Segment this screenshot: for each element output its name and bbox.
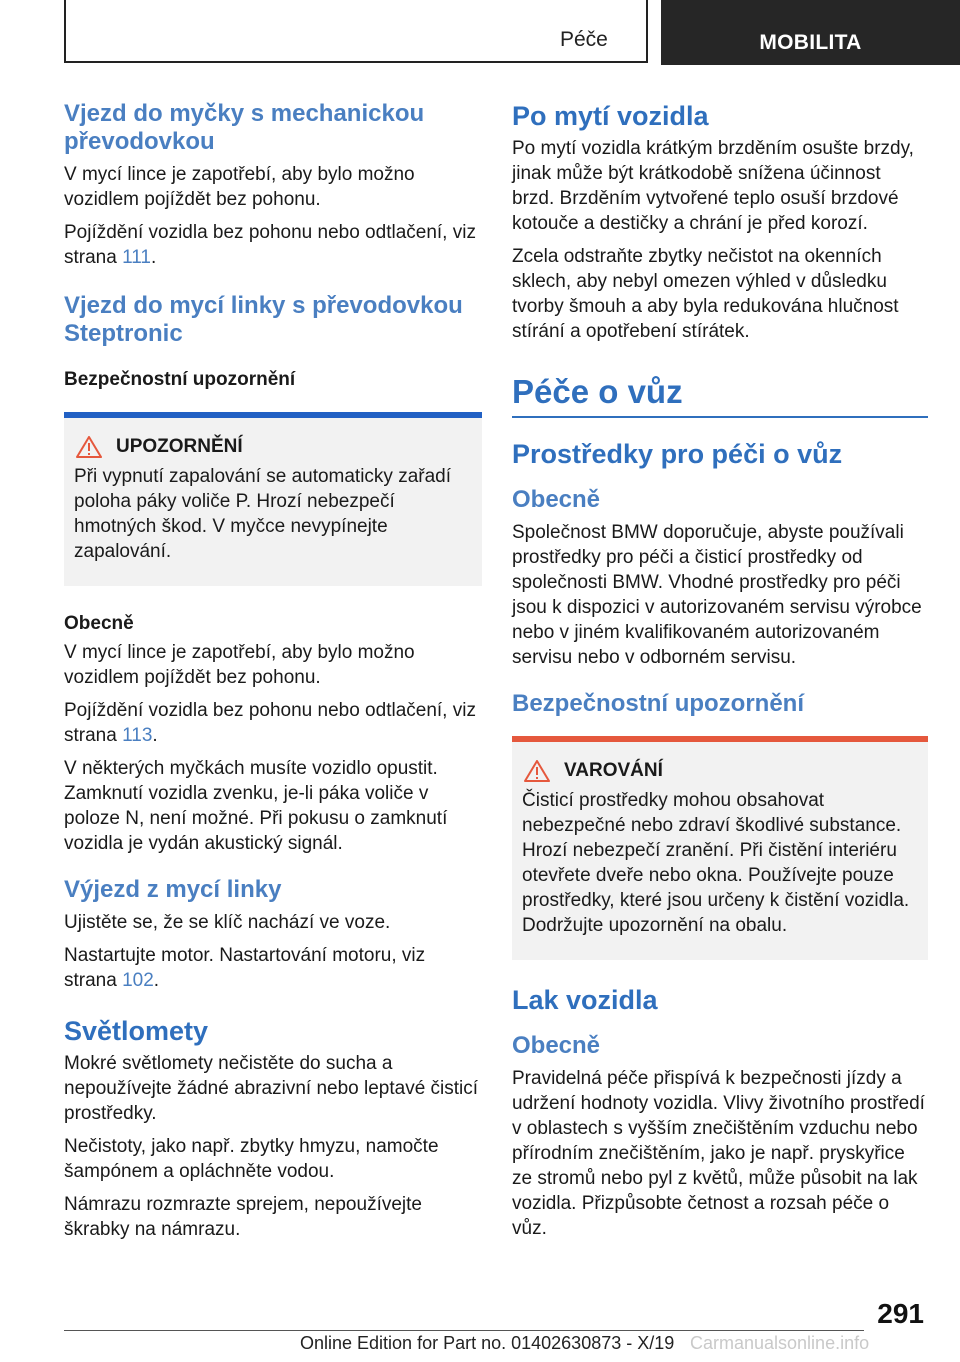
section-title: Prostředky pro péči o vůz xyxy=(512,439,843,469)
paragraph: Námrazu rozmrazte sprejem, nepoužívejte škrabky na námrazu. xyxy=(64,1194,422,1240)
right-column xyxy=(512,100,928,1249)
paragraph: Pravidelná péče přispívá k bezpečnosti jízdy a udržení hodnoty vozidla. Vlivy životního prostředí v oblastech s vyšším znečištěním vzduchu nebo přírodním znečištěním, jako je např. pryskyřice ze stromů nebo pyl z květů, může působit na lak vozidla. Přizpůsobte četnost a rozsah péče o vůz. xyxy=(512,1068,925,1239)
paragraph: Pojíždění vozidla bez pohonu nebo odtlačení, viz strana 111. xyxy=(64,222,476,268)
subsection-title: Obecně xyxy=(512,1032,601,1059)
warning-box xyxy=(512,736,928,960)
paragraph: Pojíždění vozidla bez pohonu nebo odtlačení, viz strana 113. xyxy=(64,700,476,746)
chapter-title: Péče o vůz xyxy=(512,373,683,410)
subsection-title: Bezpečnostní upozornění xyxy=(512,690,805,717)
warning-box xyxy=(64,412,482,586)
warning-text: Čisticí prostředky mohou obsahovat nebezpečné nebo zdraví škodlivé substance. Hrozí nebezpečí zranění. Při čistění interiéru otevřete dveře nebo okna. Používejte pouze prostředky, které jsou určeny k čistění vozidla. Dodržujte upozornění na obalu. xyxy=(522,790,910,936)
paragraph: Mokré světlomety nečistěte do sucha a nepoužívejte žádné abrazivní nebo leptavé čisticí prostředky. xyxy=(64,1053,479,1124)
page-link[interactable]: 113 xyxy=(122,725,153,746)
left-column xyxy=(64,100,482,1250)
subsection-title: Obecně xyxy=(64,613,134,634)
warning-text: Při vypnutí zapalování se automaticky zařadí poloha páky voliče P. Hrozí nebezpečí hmotných škod. V myčce nevypínejte zapalování. xyxy=(74,466,452,562)
warning-title: VAROVÁNÍ xyxy=(564,760,663,781)
footer-edition: Online Edition for Part no. 01402630873 - X/19 xyxy=(300,1333,675,1353)
chapter-rule xyxy=(512,416,928,418)
header-tab-mobilita: MOBILITA xyxy=(661,0,960,65)
section-title: Výjezd z mycí linky xyxy=(64,876,282,903)
paragraph: V mycí lince je zapotřebí, aby bylo možno vozidlem pojíždět bez pohonu. xyxy=(64,164,415,210)
section-title: Lak vozidla xyxy=(512,985,658,1015)
paragraph: Po mytí vozidla krátkým brzděním osušte brzdy, jinak může být krátkodobě snížena účinnost brzd. Brzděním vytvořené teplo osuší brzdové kotouče a destičky a chrání je před korozí. xyxy=(512,138,914,234)
subsection-title: Obecně xyxy=(512,486,601,513)
header-section: Péče xyxy=(560,28,608,51)
section-title: Vjezd do mycí linky s převodovkou Steptronic xyxy=(64,292,463,347)
footer-rule xyxy=(64,1330,864,1331)
footer-watermark: Carmanualsonline.info xyxy=(690,1333,870,1353)
page-link[interactable]: 102 xyxy=(122,970,154,991)
section-title: Po mytí vozidla xyxy=(512,101,709,131)
paragraph: V některých myčkách musíte vozidlo opustit. Zamknutí vozidla zvenku, je-li páka voliče v poloze N, není možné. Při pokusu o zamknutí vozidla je vydán akustický signál. xyxy=(64,758,448,854)
paragraph: V mycí lince je zapotřebí, aby bylo možno vozidlem pojíždět bez pohonu. xyxy=(64,642,415,688)
paragraph: Společnost BMW doporučuje, abyste používali prostředky pro péči a čisticí prostředky od společnosti BMW. Vhodné prostředky pro péči jsou k dispozici v autorizovaném servisu výrobce nebo v jiném kvalifikovaném autorizovaném servisu nebo v odborném servisu. xyxy=(512,522,922,668)
paragraph: Zcela odstraňte zbytky nečistot na okenních sklech, aby nebyl omezen výhled v důsledku tvorby šmouh a aby byla redukována hlučnost stírání a opotřebení stírátek. xyxy=(512,246,899,342)
subsection-title: Bezpečnostní upozornění xyxy=(64,369,296,390)
paragraph: Nečistoty, jako např. zbytky hmyzu, namočte šampónem a opláchněte vodou. xyxy=(64,1136,439,1182)
section-title: Vjezd do myčky s mechanickou převodovkou xyxy=(64,100,425,155)
section-title: Světlomety xyxy=(64,1016,209,1046)
warning-triangle-icon xyxy=(76,436,102,458)
warning-title: UPOZORNĚNÍ xyxy=(116,436,243,457)
paragraph: Nastartujte motor. Nastartování motoru, viz strana 102. xyxy=(64,945,426,991)
page-link[interactable]: 111 xyxy=(122,247,151,268)
page-number: 291 xyxy=(877,1298,924,1329)
paragraph: Ujistěte se, že se klíč nachází ve voze. xyxy=(64,912,391,933)
warning-triangle-icon xyxy=(524,760,550,782)
